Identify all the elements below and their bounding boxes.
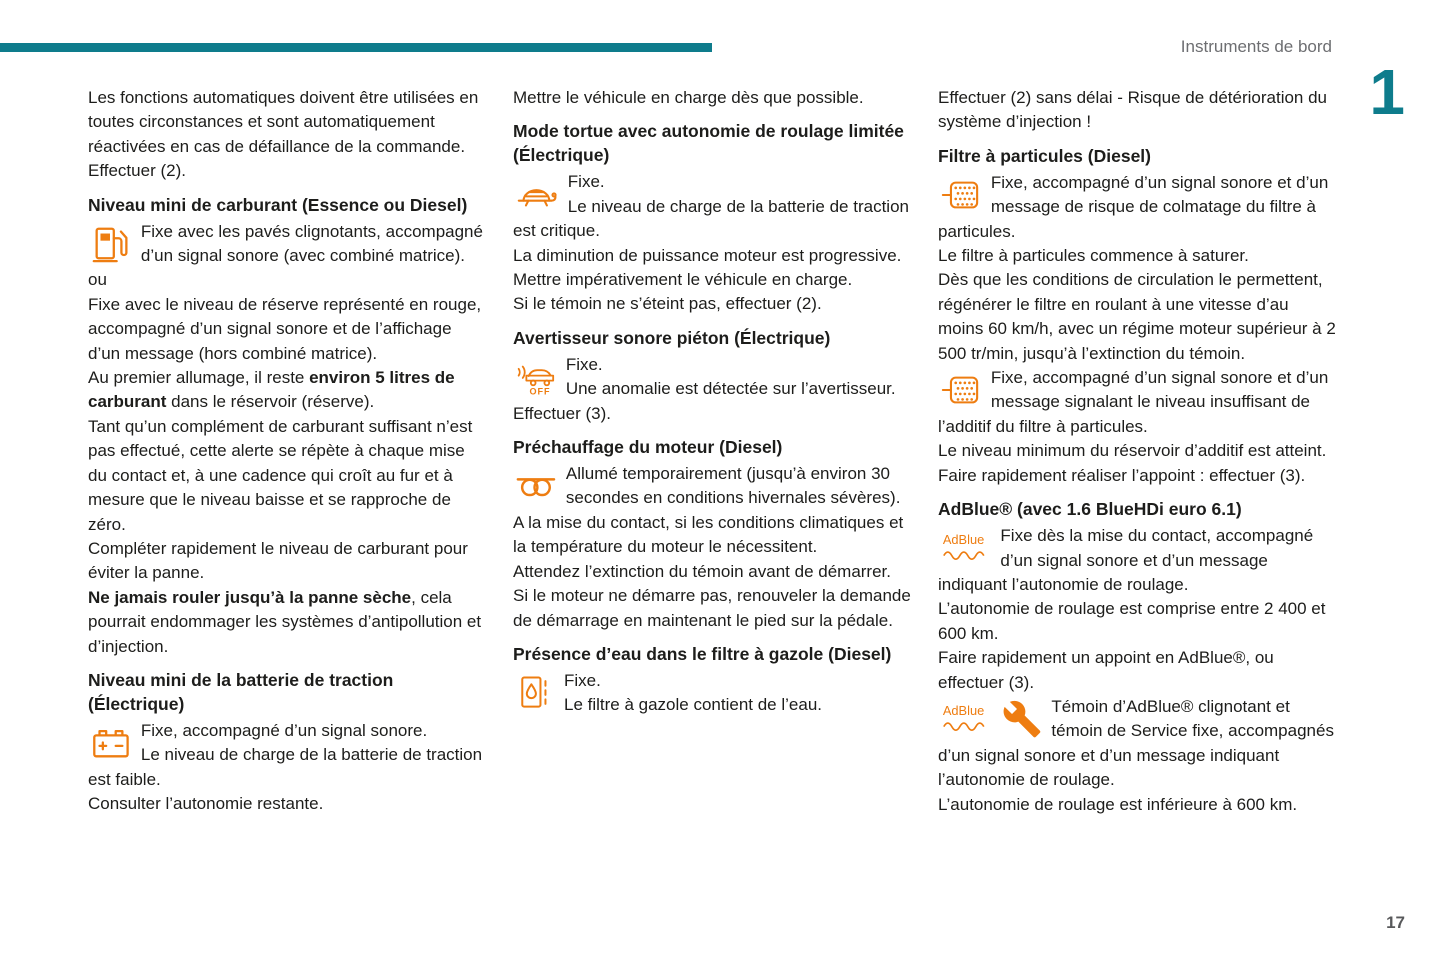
text-run: Fixe avec le niveau de réserve représenté en rouge, accompagné d’un signal sonore et de l’affichage d’un message (hors combiné matrice). <box>88 294 482 363</box>
paragraph <box>513 86 911 110</box>
paragraph <box>88 537 486 586</box>
text-run: Le niveau de charge de la batterie de traction est faible. <box>88 745 483 789</box>
text-run: Fixe. <box>567 172 605 192</box>
paragraph <box>938 268 1336 366</box>
section-heading: AdBlue® (avec 1.6 BlueHDi euro 6.1) <box>938 499 1242 520</box>
svg-text:AdBlue: AdBlue <box>942 532 985 548</box>
section-heading: Niveau mini de la batterie de traction (Électrique) <box>88 669 394 714</box>
indicator-paragraph <box>88 220 486 269</box>
column-1 <box>88 86 486 817</box>
text-run: Mettre le véhicule en charge dès que possible. <box>513 88 864 107</box>
indicator-paragraph <box>938 171 1336 244</box>
text-run: Mettre impérativement le véhicule en charge. <box>513 270 853 290</box>
water-in-fuel-filter-icon <box>515 673 555 713</box>
text-run: Fixe. <box>565 354 603 374</box>
svg-text:AdBlue: AdBlue <box>942 703 985 719</box>
paragraph <box>938 86 1336 135</box>
chapter-number: 1 <box>1369 56 1405 128</box>
indicator-paragraph <box>513 353 911 402</box>
text-run: Allumé temporairement (jusqu’à environ 30 secondes en conditions hivernales sévères). <box>565 464 901 508</box>
text-run: Fixe. <box>564 670 601 690</box>
text-run: dans le réservoir (réserve). <box>166 392 375 412</box>
traction-battery-icon <box>90 723 132 763</box>
adblue-icon <box>940 699 991 739</box>
pedestrian-horn-icon <box>515 357 557 397</box>
text-run: Faire rapidement réaliser l’appoint : effectuer (3). <box>938 465 1306 485</box>
text-run: Fixe dès la mise du contact, accompagné d’un signal sonore et d’un message indiquant l’autonomie de roulage. <box>938 526 1314 594</box>
paragraph <box>513 244 911 268</box>
text-run: Compléter rapidement le niveau de carburant pour éviter la panne. <box>88 538 468 583</box>
content-columns <box>88 86 1338 817</box>
particle-filter-icon <box>940 175 982 215</box>
paragraph <box>88 268 486 292</box>
section-heading: Avertisseur sonore piéton (Électrique) <box>513 327 831 348</box>
text-run: Fixe avec les pavés clignotants, accompagné d’un signal sonore (avec combiné matrice). <box>140 221 483 266</box>
paragraph <box>88 86 486 159</box>
turtle-icon <box>515 174 559 214</box>
text-run: A la mise du contact, si les conditions climatiques et la température du moteur le nécessitent. <box>513 512 904 557</box>
service-wrench-icon <box>1002 699 1042 739</box>
paragraph <box>88 792 486 816</box>
text-run: Au premier allumage, il reste <box>88 368 310 388</box>
text-run: Fixe, accompagné d’un signal sonore et d’un message de risque de colmatage du filtre à particules. <box>938 172 1329 241</box>
text-run: Tant qu’un complément de carburant suffisant n’est pas effectué, cette alerte se répète à chaque mise du contact et, à une cadence qui croît au fur et à mesure que le niveau baisse et se rapproche de zéro. <box>88 416 473 534</box>
text-run: Effectuer (2). <box>88 161 186 181</box>
paragraph <box>938 439 1336 463</box>
adblue-icon <box>940 528 991 568</box>
text-run: Ne jamais rouler jusqu’à la panne sèche <box>88 587 412 607</box>
paragraph <box>513 584 911 633</box>
indicator-paragraph <box>513 462 911 511</box>
particle-filter-icon <box>940 370 982 410</box>
text-run: Si le moteur ne démarre pas, renouveler la demande de démarrage en maintenant le pied sur la pédale. <box>513 586 911 630</box>
paragraph <box>513 560 911 584</box>
section-heading: Présence d’eau dans le filtre à gazole (Diesel) <box>513 643 892 664</box>
paragraph <box>88 159 486 183</box>
paragraph <box>513 511 911 560</box>
indicator-paragraph <box>88 719 486 792</box>
indicator-paragraph <box>938 366 1336 439</box>
text-run: Consulter l’autonomie restante. <box>88 794 324 814</box>
text-run: Les fonctions automatiques doivent être utilisées en toutes circonstances et sont automatiquement réactivées en cas de défaillance de la commande. <box>88 88 479 156</box>
indicator-paragraph <box>513 170 911 243</box>
text-run: , cela pourrait endommager les systèmes d’antipollution et d’injection. <box>88 587 482 656</box>
paragraph <box>88 415 486 537</box>
section-heading: Filtre à particules (Diesel) <box>938 145 1151 166</box>
section-heading: Mode tortue avec autonomie de roulage limitée (Électrique) <box>513 121 904 166</box>
text-run: Fixe, accompagné d’un signal sonore. <box>140 720 428 740</box>
paragraph <box>88 586 486 659</box>
paragraph <box>938 464 1336 488</box>
paragraph <box>513 268 911 292</box>
text-run: Une anomalie est détectée sur l’avertisseur. <box>565 379 896 399</box>
column-3 <box>938 86 1336 817</box>
text-run: Le niveau de charge de la batterie de traction est critique. <box>513 196 909 241</box>
text-run: Faire rapidement un appoint en AdBlue®, ou effectuer (3). <box>938 648 1274 692</box>
fuel-pump-icon <box>90 224 132 264</box>
text-run: Le filtre à gazole contient de l’eau. <box>564 695 823 715</box>
paragraph <box>938 244 1336 268</box>
text-run: ou <box>88 270 107 290</box>
text-run: L’autonomie de roulage est comprise entre 2 400 et 600 km. <box>938 599 1326 643</box>
paragraph <box>88 293 486 366</box>
text-run: Le filtre à particules commence à saturer. <box>938 246 1249 266</box>
paragraph <box>513 402 911 426</box>
text-run: environ 5 litres de carburant <box>88 368 455 412</box>
svg-text:OFF: OFF <box>529 386 551 397</box>
indicator-paragraph <box>938 695 1336 793</box>
paragraph <box>88 366 486 415</box>
header-rule <box>0 43 712 52</box>
text-run: Effectuer (2) sans délai - Risque de détérioration du système d’injection ! <box>938 88 1328 132</box>
section-heading: Niveau mini de carburant (Essence ou Diesel) <box>88 194 468 215</box>
indicator-paragraph <box>938 524 1336 597</box>
chapter-title: Instruments de bord <box>1180 37 1332 56</box>
column-2 <box>513 86 911 817</box>
text-run: Attendez l’extinction du témoin avant de démarrer. <box>513 561 891 581</box>
text-run: Le niveau minimum du réservoir d’additif est atteint. <box>938 441 1327 461</box>
section-heading: Préchauffage du moteur (Diesel) <box>513 437 783 458</box>
text-run: Fixe, accompagné d’un signal sonore et d’un message signalant le niveau insuffisant de l’additif du filtre à particules. <box>938 368 1329 436</box>
text-run: Témoin d’AdBlue® clignotant et témoin de Service fixe, accompagnés d’un signal sonore et d’un message indiquant l’autonomie de roulage. <box>938 696 1334 790</box>
paragraph <box>513 292 911 316</box>
paragraph <box>938 646 1336 695</box>
text-run: Si le témoin ne s’éteint pas, effectuer (2). <box>513 294 822 314</box>
page-number: 17 <box>1386 913 1405 932</box>
paragraph <box>938 597 1336 646</box>
glow-plug-icon <box>515 466 557 506</box>
indicator-paragraph <box>513 669 911 718</box>
text-run: L’autonomie de roulage est inférieure à 600 km. <box>938 794 1298 814</box>
paragraph <box>938 793 1336 817</box>
text-run: La diminution de puissance moteur est progressive. <box>513 245 902 265</box>
text-run: Effectuer (3). <box>513 403 611 423</box>
text-run: Dès que les conditions de circulation le permettent, régénérer le filtre en roulant à une vitesse d’au moins 60 km/h, avec un régime moteur supérieur à 2 500 tr/min, jusqu’à l’extinction du témoin. <box>938 270 1336 363</box>
